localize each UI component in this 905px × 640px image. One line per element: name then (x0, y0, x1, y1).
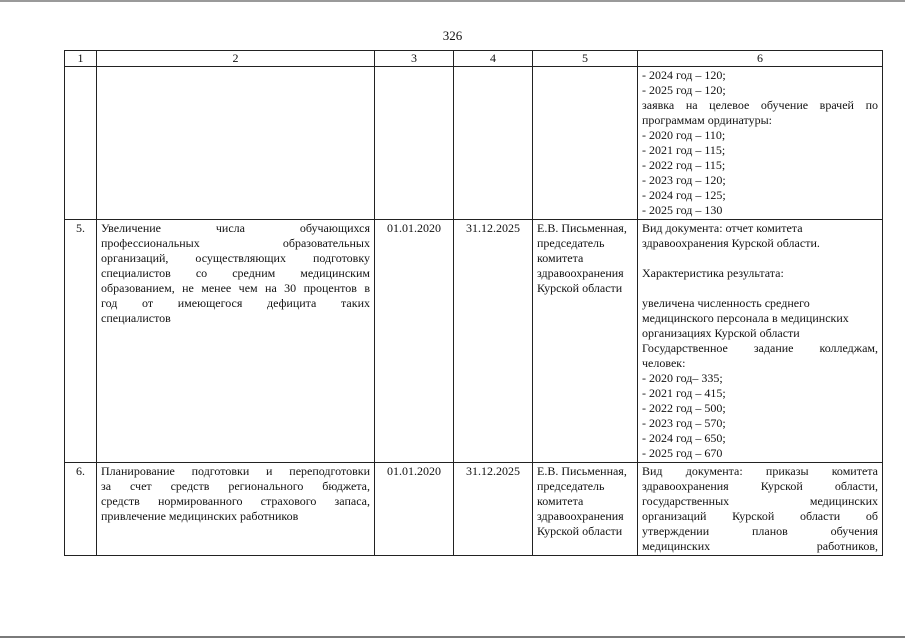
result-cell (638, 220, 883, 463)
responsible-line: Е.В. Письменная, (537, 464, 627, 478)
page-number: 326 (442, 28, 463, 43)
result-line: здравоохранения Курской области. (642, 236, 820, 250)
responsible-line: Курской области (537, 524, 623, 538)
result-line: - 2023 год – 120; (642, 173, 726, 187)
cell-empty (533, 67, 638, 220)
result-line: программам ординатуры: (642, 113, 772, 127)
result-line: заявка на целевое обучение врачей по (642, 98, 878, 112)
result-line: утверждении планов обучения (642, 524, 878, 538)
description-line: средств нормированного страхового запаса, (101, 494, 370, 508)
plan-table (64, 50, 883, 556)
table-row-6 (65, 463, 883, 556)
description-cell (97, 463, 375, 556)
description-line: специалистов (101, 311, 171, 325)
header-col-3: 3 (375, 51, 454, 67)
row-number: 5. (65, 220, 97, 463)
description-line: привлечение медицинских работников (101, 509, 299, 523)
result-line: - 2024 год – 125; (642, 188, 726, 202)
header-col-6: 6 (638, 51, 883, 67)
description-line: организаций, осуществляющих подготовку (101, 251, 370, 265)
result-line: - 2024 год – 650; (642, 431, 726, 445)
description-cell (97, 220, 375, 463)
result-line: - 2021 год – 415; (642, 386, 726, 400)
result-line: Характеристика результата: (642, 266, 784, 280)
description-line: Планирование подготовки и переподготовки (101, 464, 370, 478)
responsible-line: Курской области (537, 281, 623, 295)
responsible-line: комитета (537, 251, 584, 265)
start-date: 01.01.2020 (375, 463, 454, 556)
cell-empty (375, 67, 454, 220)
result-line: - 2024 год – 120; (642, 68, 726, 82)
result-line: организаций Курской области об (642, 509, 878, 523)
result-line: - 2022 год – 115; (642, 158, 726, 172)
result-cell (638, 67, 883, 220)
responsible-line: Е.В. Письменная, (537, 221, 627, 235)
result-line: государственных медицинских (642, 494, 878, 508)
description-line: профессиональных образовательных (101, 236, 370, 250)
result-gap (642, 281, 878, 296)
result-line: медицинских работников, (642, 539, 878, 553)
result-line: - 2022 год – 500; (642, 401, 726, 415)
table-header-row (65, 51, 883, 67)
header-col-1: 1 (65, 51, 97, 67)
result-line: - 2020 год– 335; (642, 371, 723, 385)
header-col-2: 2 (97, 51, 375, 67)
table-row-5 (65, 220, 883, 463)
description-line: образованием, не менее чем на 30 процентов в (101, 281, 370, 295)
result-gap (642, 251, 878, 266)
header-col-4: 4 (454, 51, 533, 67)
result-line: - 2025 год – 670 (642, 446, 723, 460)
responsible-line: председатель (537, 479, 605, 493)
start-date: 01.01.2020 (375, 220, 454, 463)
result-line: организациях Курской области (642, 326, 800, 340)
result-line: - 2025 год – 120; (642, 83, 726, 97)
cell-empty (454, 67, 533, 220)
responsible-line: председатель (537, 236, 605, 250)
description-line: год от имеющегося дефицита таких (101, 296, 370, 310)
responsible-line: здравоохранения (537, 509, 624, 523)
result-line: - 2023 год – 570; (642, 416, 726, 430)
result-cell (638, 463, 883, 556)
responsible-cell (533, 463, 638, 556)
cell-empty (65, 67, 97, 220)
result-line: человек: (642, 356, 686, 370)
result-line: - 2021 год – 115; (642, 143, 726, 157)
end-date: 31.12.2025 (454, 463, 533, 556)
result-line: Вид документа: приказы комитета (642, 464, 878, 478)
responsible-line: комитета (537, 494, 584, 508)
scan-edge-bottom (0, 636, 905, 638)
description-line: специалистов со средним медицинским (101, 266, 370, 280)
end-date: 31.12.2025 (454, 220, 533, 463)
result-line: увеличена численность среднего (642, 296, 810, 310)
table-row-continuation (65, 67, 883, 220)
description-line: Увеличение числа обучающихся (101, 221, 370, 235)
result-line: Государственное задание колледжам, (642, 341, 878, 355)
responsible-cell (533, 220, 638, 463)
row-number: 6. (65, 463, 97, 556)
responsible-line: здравоохранения (537, 266, 624, 280)
result-line: медицинского персонала в медицинских (642, 311, 849, 325)
result-line: Вид документа: отчет комитета (642, 221, 803, 235)
result-line: - 2020 год – 110; (642, 128, 726, 142)
header-col-5: 5 (533, 51, 638, 67)
scan-edge-top (0, 0, 905, 2)
cell-empty (97, 67, 375, 220)
result-line: - 2025 год – 130 (642, 203, 723, 217)
result-line: здравоохранения Курской области, (642, 479, 878, 493)
description-line: за счет средств регионального бюджета, (101, 479, 370, 493)
